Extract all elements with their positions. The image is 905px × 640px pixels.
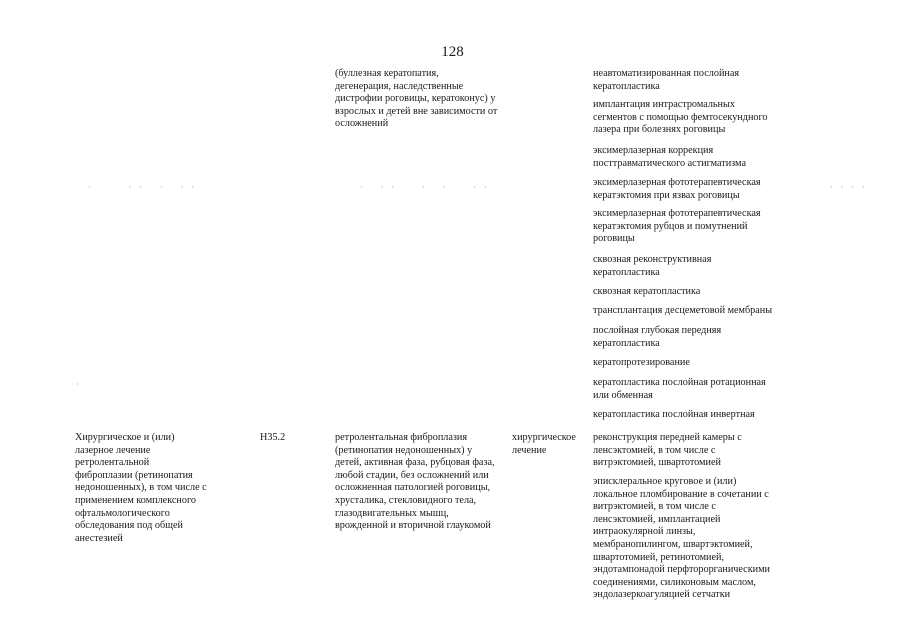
method-item: эксимерлазерная фототерапевтическая кератэктомия рубцов и помутнений роговицы <box>593 208 761 245</box>
method-item: сквозная кератопластика <box>593 286 701 297</box>
method-item: кератопластика послойная инвертная <box>593 409 755 420</box>
method-item: эксимерлазерная коррекция посттравматического астигматизма <box>593 145 746 169</box>
method-item: реконструкция передней камеры с ленсэктомией, в том числе с витрэктомией, швартотомией <box>593 432 742 469</box>
method-item: эписклеральное круговое и (или) локальное пломбирование в сочетании с витрэктомией, в том числе с ленсэктомией, имплантацией интраокулярной линзы, мембранопилингом, швартэктомией, швартотомией, ретинотомией, эндотампонадой перфторорганическими соединениями, силиконовым маслом, эндолазеркоагуляцией сетчатки <box>593 476 770 601</box>
method-item: неавтоматизированная послойная кератопластика <box>593 68 740 92</box>
method-item: эксимерлазерная фототерапевтическая кератэктомия при язвах роговицы <box>593 177 761 201</box>
method-item: сквозная реконструктивная кератопластика <box>593 254 712 278</box>
method-item: послойная глубокая передняя кератопластика <box>593 325 722 349</box>
scan-artifact: · · · · · · <box>88 183 197 192</box>
method-item: кератопротезирование <box>593 357 690 368</box>
method-item: трансплантация десцеметовой мембраны <box>593 305 773 316</box>
treatment-type-cell: хирургическое лечение <box>512 432 576 456</box>
icd-code-cell: H35.2 <box>260 432 286 443</box>
diagnosis-cell-top: (буллезная кератопатия, дегенерация, наследственные дистрофии роговицы, кератоконус) у взрослых и детей вне зависимости от осложнений <box>335 68 498 130</box>
method-item: имплантация интрастромальных сегментов с помощью фемтосекундного лазера при болезнях роговицы <box>593 99 768 136</box>
scan-artifact: · · · · · · · <box>360 183 490 192</box>
service-name-cell: Хирургическое и (или) лазерное лечение ретролентальной фиброплазии (ретинопатия недоношенных), в том числе с применением комплексного офтальмологического обследования под общей анестезией <box>75 432 207 544</box>
diagnosis-cell-bottom: ретролентальная фиброплазия (ретинопатия недоношенных) у детей, активная фаза, рубцовая фаза, любой стадии, без осложнений или осложненная патологией роговицы, хрусталика, стекловидного тела, глазодвигательных мышц, врожденной и вторичной глаукомой <box>335 432 495 532</box>
method-item: кератопластика послойная ротационная или обменная <box>593 377 766 401</box>
page-number: 128 <box>441 44 464 60</box>
scan-artifact: · · · · <box>830 183 868 192</box>
scan-artifact: · <box>76 380 82 389</box>
